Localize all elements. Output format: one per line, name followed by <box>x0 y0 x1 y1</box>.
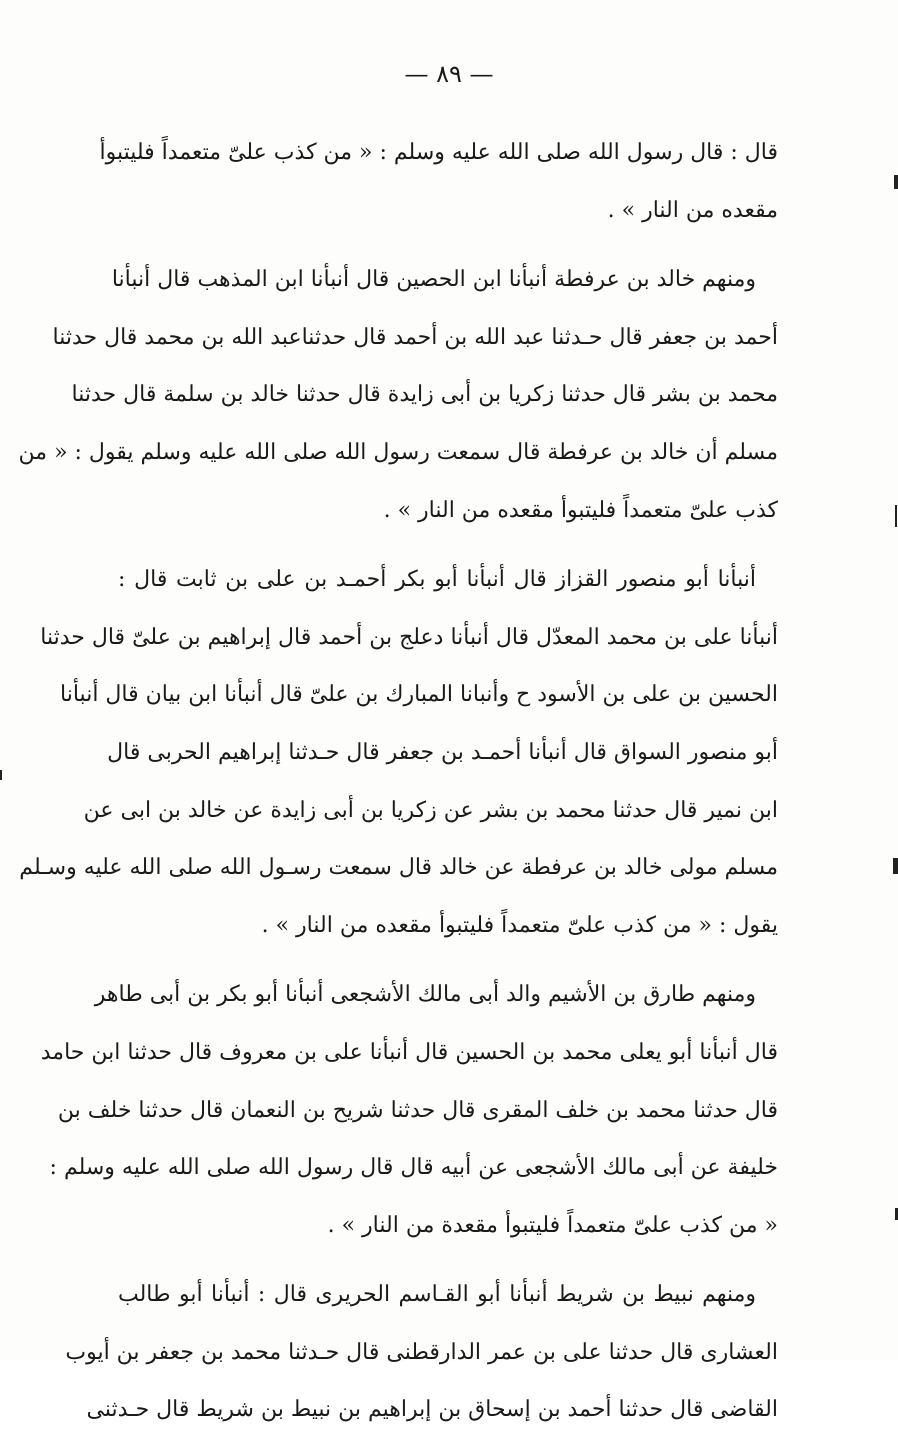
scan-edge-mark <box>0 770 2 780</box>
scan-edge-mark <box>893 858 898 874</box>
text-line: قال حدثنا محمد بن خلف المقرى قال حدثنا شريح بن النعمان قال حدثنا خلف بن <box>57 1097 778 1123</box>
text-line: كذب علىّ متعمداً فليتبوأ مقعده من النار » . <box>383 497 778 523</box>
text-line: أحمد بن جعفر قال حـدثنا عبد الله بن أحمد قال حدثناعبد الله بن محمد قال حدثنا <box>52 324 778 350</box>
paragraph <box>19 551 778 954</box>
text-line: ومنهم نبيط بن شريط أنبأنا أبو القـاسم الحريرى قال : أنبأنا أبو طالب <box>118 1282 756 1308</box>
page-number: — ٨٩ — <box>404 60 494 88</box>
text-body <box>18 124 778 1439</box>
text-line: الحسين بن على بن الأسود ح وأنبانا المبارك بن علىّ قال أنبأنا ابن بيان قال أنبأنا <box>60 682 778 708</box>
text-line: أبو منصور السواق قال أنبأنا أحمـد بن جعفر قال حـدثنا إبراهيم الحربى قال <box>107 739 778 765</box>
paragraph <box>18 251 778 539</box>
scan-edge-mark <box>894 175 898 189</box>
text-line: قال أنبأنا أبو يعلى محمد بن الحسين قال أنبأنا على بن معروف قال حدثنا ابن حامد <box>40 1039 778 1065</box>
text-line: أنبأنا على بن محمد المعدّل قال أنبأنا دعلج بن أحمد قال إبراهيم بن علىّ قال حدثنا <box>40 624 778 650</box>
text-line: قال : قال رسول الله صلى الله عليه وسلم : « من كذب علىّ متعمداً فليتبوأ <box>99 140 778 165</box>
paragraph <box>40 966 778 1254</box>
text-line: ومنهم خالد بن عرفطة أنبأنا ابن الحصين قال أنبأنا ابن المذهب قال أنبأنا <box>111 267 756 293</box>
text-line: محمد بن بشر قال حدثنا زكريا بن أبى زايدة قال حدثنا خالد بن سلمة قال حدثنا <box>71 382 778 408</box>
text-line: مسلم مولى خالد بن عرفطة عن خالد قال سمعت رسـول الله صلى الله عليه وسـلم <box>19 855 778 881</box>
paragraph <box>65 1266 778 1439</box>
text-line: « من كذب علىّ متعمداً فليتبوأ مقعدة من النار » . <box>327 1212 778 1238</box>
text-line: ابن نمير قال حدثنا محمد بن بشر عن زكريا بن أبى زايدة عن خالد بن ابى عن <box>83 797 778 823</box>
scan-edge-mark <box>895 505 897 527</box>
text-line: مسلم أن خالد بن عرفطة قال سمعت رسول الله صلى الله عليه وسلم يقول : « من <box>18 439 778 465</box>
text-line: مقعده من النار » . <box>607 197 778 223</box>
text-line: القاضى قال حدثنا أحمد بن إسحاق بن إبراهيم بن نبيط بن شريط قال حـدثنى <box>86 1397 778 1423</box>
text-line: خليفة عن أبى مالك الأشجعى عن أبيه قال قال رسول الله صلى الله عليه وسلم : <box>49 1155 778 1181</box>
text-line: العشارى قال حدثنا على بن عمر الدارقطنى قال حـدثنا محمد بن جعفر بن أيوب <box>65 1339 778 1365</box>
text-line: أنبأنا أبو منصور القزاز قال أنبأنا أبو بكر أحمـد بن على بن ثابت قال : <box>118 567 756 593</box>
text-line: يقول : « من كذب علىّ متعمداً فليتبوأ مقعده من النار » . <box>261 912 778 938</box>
text-line: ومنهم طارق بن الأشيم والد أبى مالك الأشجعى أنبأنا أبو بكر بن أبى طاهر <box>94 982 756 1008</box>
paragraph <box>99 124 778 239</box>
